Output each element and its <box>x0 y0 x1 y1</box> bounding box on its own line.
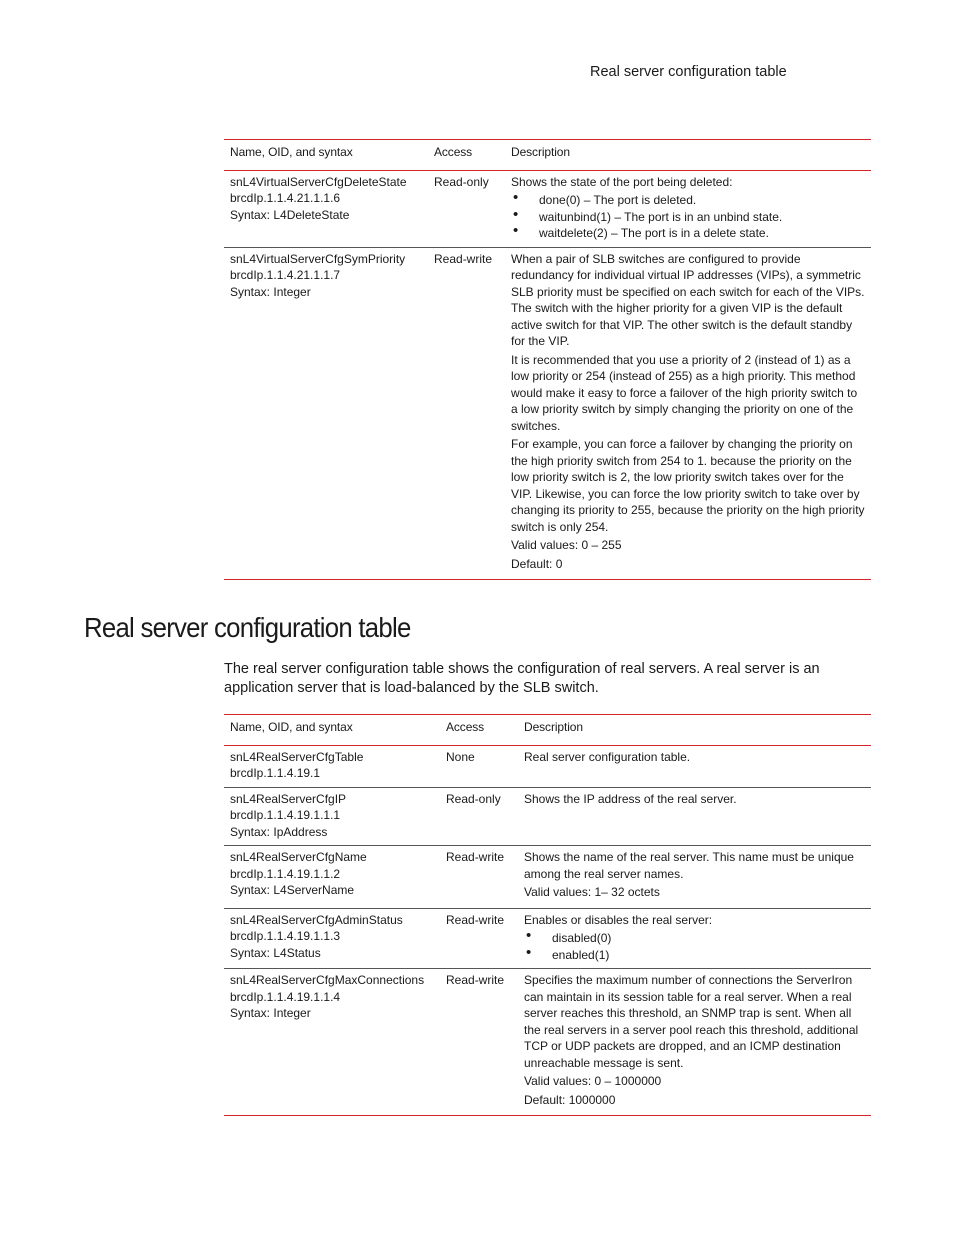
virtual-server-config-table <box>224 139 871 580</box>
cell-description <box>518 969 871 1116</box>
table-header-row <box>224 715 871 746</box>
table-row <box>224 247 871 580</box>
cell-description <box>505 170 871 247</box>
cell-description <box>518 908 871 969</box>
object-oid: brcdIp.1.1.4.19.1.1.3 <box>230 929 341 943</box>
description-paragraph: Default: 1000000 <box>524 1092 616 1107</box>
section-title: Real server configuration table <box>84 612 411 643</box>
cell-access: Read-write <box>428 247 505 580</box>
description-bullet-list <box>524 930 865 963</box>
description-bullet-list <box>511 192 865 242</box>
table-row <box>224 170 871 247</box>
cell-access: Read-only <box>440 787 518 846</box>
cell-access: Read-only <box>428 170 505 247</box>
description-paragraph: Shows the state of the port being deleted: <box>511 174 733 189</box>
object-name: snL4VirtualServerCfgDeleteState <box>230 174 407 189</box>
cell-name-oid-syntax <box>224 846 440 909</box>
object-oid: brcdIp.1.1.4.19.1.1.1 <box>230 808 341 822</box>
description-paragraph: Enables or disables the real server: <box>524 912 713 927</box>
table-body <box>224 170 871 580</box>
cell-access: Read-write <box>440 908 518 969</box>
description-paragraph: Specifies the maximum number of connections the ServerIron can maintain in its session table for a real server. When a real server reaches this threshold, an SNMP trap is sent. When all the real servers in a server pool reach this threshold, additional TCP or UDP packets are dropped, and an ICMP destination unreachable message is sent. <box>524 973 859 1070</box>
cell-access: Read-write <box>440 969 518 1116</box>
running-header: Real server configuration table <box>590 64 787 80</box>
table-body <box>224 745 871 1116</box>
object-name: snL4VirtualServerCfgSymPriority <box>230 251 406 266</box>
object-name: snL4RealServerCfgMaxConnections <box>230 973 425 987</box>
object-oid: brcdIp.1.1.4.19.1.1.4 <box>230 989 341 1004</box>
description-bullet-item: • disabled(0) <box>524 930 865 947</box>
cell-name-oid-syntax <box>224 787 440 846</box>
description-paragraph: Real server configuration table. <box>524 749 691 764</box>
description-paragraph: Shows the IP address of the real server. <box>524 791 737 806</box>
table-row <box>224 787 871 846</box>
description-paragraph: For example, you can force a failover by changing the priority on the high priority switch from 254 to 1. because the priority on the low priority switch is 2, the low priority switch takes over for the VIP. Likewise, you can force the low priority switch to take over by changing its priority to 255, because the priority on the high priority switch is only 254. <box>511 437 865 534</box>
cell-name-oid-syntax <box>224 969 440 1116</box>
description-paragraph: Valid values: 0 – 1000000 <box>524 1074 662 1088</box>
intro-paragraph: The real server configuration table shows the configuration of real servers. A real server is an application server that is load-balanced by the SLB switch. <box>224 661 820 696</box>
object-syntax: Syntax: L4DeleteState <box>230 207 350 222</box>
column-header-description: Description <box>505 140 871 171</box>
table-row <box>224 969 871 1116</box>
object-name: snL4RealServerCfgIP <box>230 791 347 806</box>
cell-name-oid-syntax <box>224 247 428 580</box>
object-name: snL4RealServerCfgName <box>230 850 367 864</box>
cell-access: Read-write <box>440 846 518 909</box>
cell-name-oid-syntax <box>224 170 428 247</box>
cell-description <box>518 745 871 787</box>
table-row <box>224 908 871 969</box>
object-syntax: Syntax: IpAddress <box>230 824 328 839</box>
object-syntax: Syntax: Integer <box>230 1006 311 1020</box>
column-header-description: Description <box>518 715 871 746</box>
object-name: snL4RealServerCfgAdminStatus <box>230 912 403 927</box>
table-row <box>224 745 871 787</box>
description-bullet-item: • done(0) – The port is deleted. <box>511 192 865 209</box>
description-paragraph: Shows the name of the real server. This name must be unique among the real server names. <box>524 850 854 881</box>
column-header-access: Access <box>428 140 505 171</box>
description-bullet-item: • waitdelete(2) – The port is in a delete state. <box>511 225 865 242</box>
real-server-config-table <box>224 714 871 1116</box>
cell-description <box>518 787 871 846</box>
column-header-name: Name, OID, and syntax <box>224 140 428 171</box>
description-paragraph: Default: 0 <box>511 556 563 571</box>
object-syntax: Syntax: Integer <box>230 284 311 299</box>
cell-name-oid-syntax <box>224 908 440 969</box>
description-bullet-item: • enabled(1) <box>524 947 865 964</box>
description-bullet-item: • waitunbind(1) – The port is in an unbind state. <box>511 209 865 226</box>
column-header-access: Access <box>440 715 518 746</box>
table-row <box>224 846 871 909</box>
object-syntax: Syntax: L4Status <box>230 945 321 960</box>
description-paragraph: When a pair of SLB switches are configured to provide redundancy for individual virtual IP addresses (VIPs), a symmetric SLB priority must be specified on each switch for each of the VIPs. The switch with the higher priority for a given VIP is the default active switch for that VIP. The other switch is the default standby for the VIP. <box>511 251 865 348</box>
cell-description <box>505 247 871 580</box>
object-oid: brcdIp.1.1.4.19.1 <box>230 766 321 780</box>
object-syntax: Syntax: L4ServerName <box>230 883 355 897</box>
table-header-row <box>224 140 871 171</box>
description-paragraph: It is recommended that you use a priority of 2 (instead of 1) as a low priority or 254 (instead of 255) as a high priority. This method would make it easy to force a failover of the high priority switch to a low priority switch by simply changing the priority on one of the switches. <box>511 352 858 433</box>
object-oid: brcdIp.1.1.4.19.1.1.2 <box>230 866 341 881</box>
cell-name-oid-syntax <box>224 745 440 787</box>
cell-access: None <box>440 745 518 787</box>
description-paragraph: Valid values: 0 – 255 <box>511 538 622 552</box>
column-header-name: Name, OID, and syntax <box>224 715 440 746</box>
object-oid: brcdIp.1.1.4.21.1.1.6 <box>230 191 341 205</box>
description-paragraph: Valid values: 1– 32 octets <box>524 885 660 899</box>
object-oid: brcdIp.1.1.4.21.1.1.7 <box>230 268 341 282</box>
object-name: snL4RealServerCfgTable <box>230 749 364 764</box>
cell-description <box>518 846 871 909</box>
